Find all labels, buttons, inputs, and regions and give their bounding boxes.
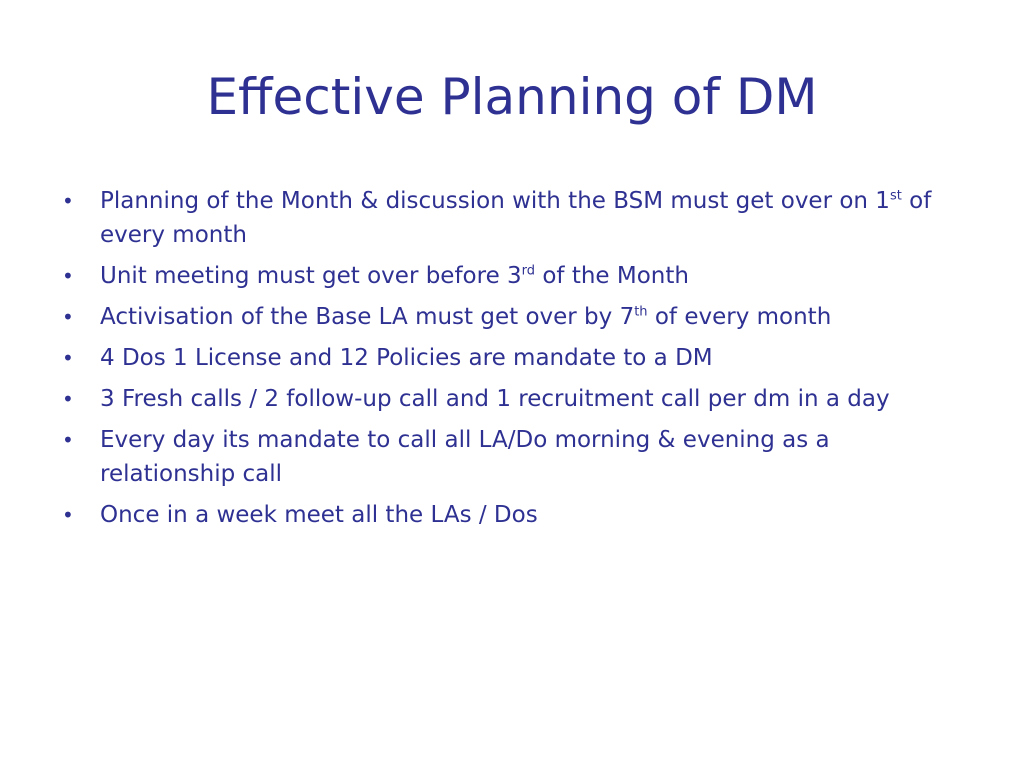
bullet-list — [58, 184, 958, 539]
bullet-text: Activisation of the Base LA must get over by 7 — [100, 304, 635, 330]
bullet-dot-icon: • — [62, 428, 74, 452]
bullet-text-tail: of every month — [100, 188, 932, 248]
bullet-superscript: st — [889, 188, 902, 204]
bullet-item — [58, 184, 958, 252]
bullet-item — [58, 300, 958, 334]
bullet-dot-icon: • — [62, 264, 74, 288]
slide-title: Effective Planning of DM — [206, 68, 818, 126]
bullet-dot-icon: • — [62, 305, 74, 329]
bullet-dot-icon: • — [62, 189, 74, 213]
bullet-text: Every day its mandate to call all LA/Do morning & evening as a relationship call — [100, 427, 830, 487]
bullet-item — [58, 259, 958, 293]
bullet-dot-icon: • — [62, 387, 74, 411]
bullet-text: Once in a week meet all the LAs / Dos — [100, 502, 538, 528]
bullet-superscript: th — [634, 304, 648, 320]
bullet-text: Planning of the Month & discussion with the BSM must get over on 1 — [100, 188, 890, 214]
bullet-item — [58, 423, 958, 491]
bullet-dot-icon: • — [62, 503, 74, 527]
bullet-text: 4 Dos 1 License and 12 Policies are mandate to a DM — [100, 345, 713, 371]
bullet-item — [58, 382, 958, 416]
bullet-text-tail: of every month — [647, 304, 832, 330]
bullet-dot-icon: • — [62, 346, 74, 370]
bullet-text: 3 Fresh calls / 2 follow-up call and 1 recruitment call per dm in a day — [100, 386, 890, 412]
bullet-item — [58, 341, 958, 375]
bullet-text-tail: of the Month — [535, 263, 689, 289]
bullet-text: Unit meeting must get over before 3 — [100, 263, 522, 289]
bullet-item — [58, 498, 958, 532]
bullet-superscript: rd — [521, 263, 536, 279]
